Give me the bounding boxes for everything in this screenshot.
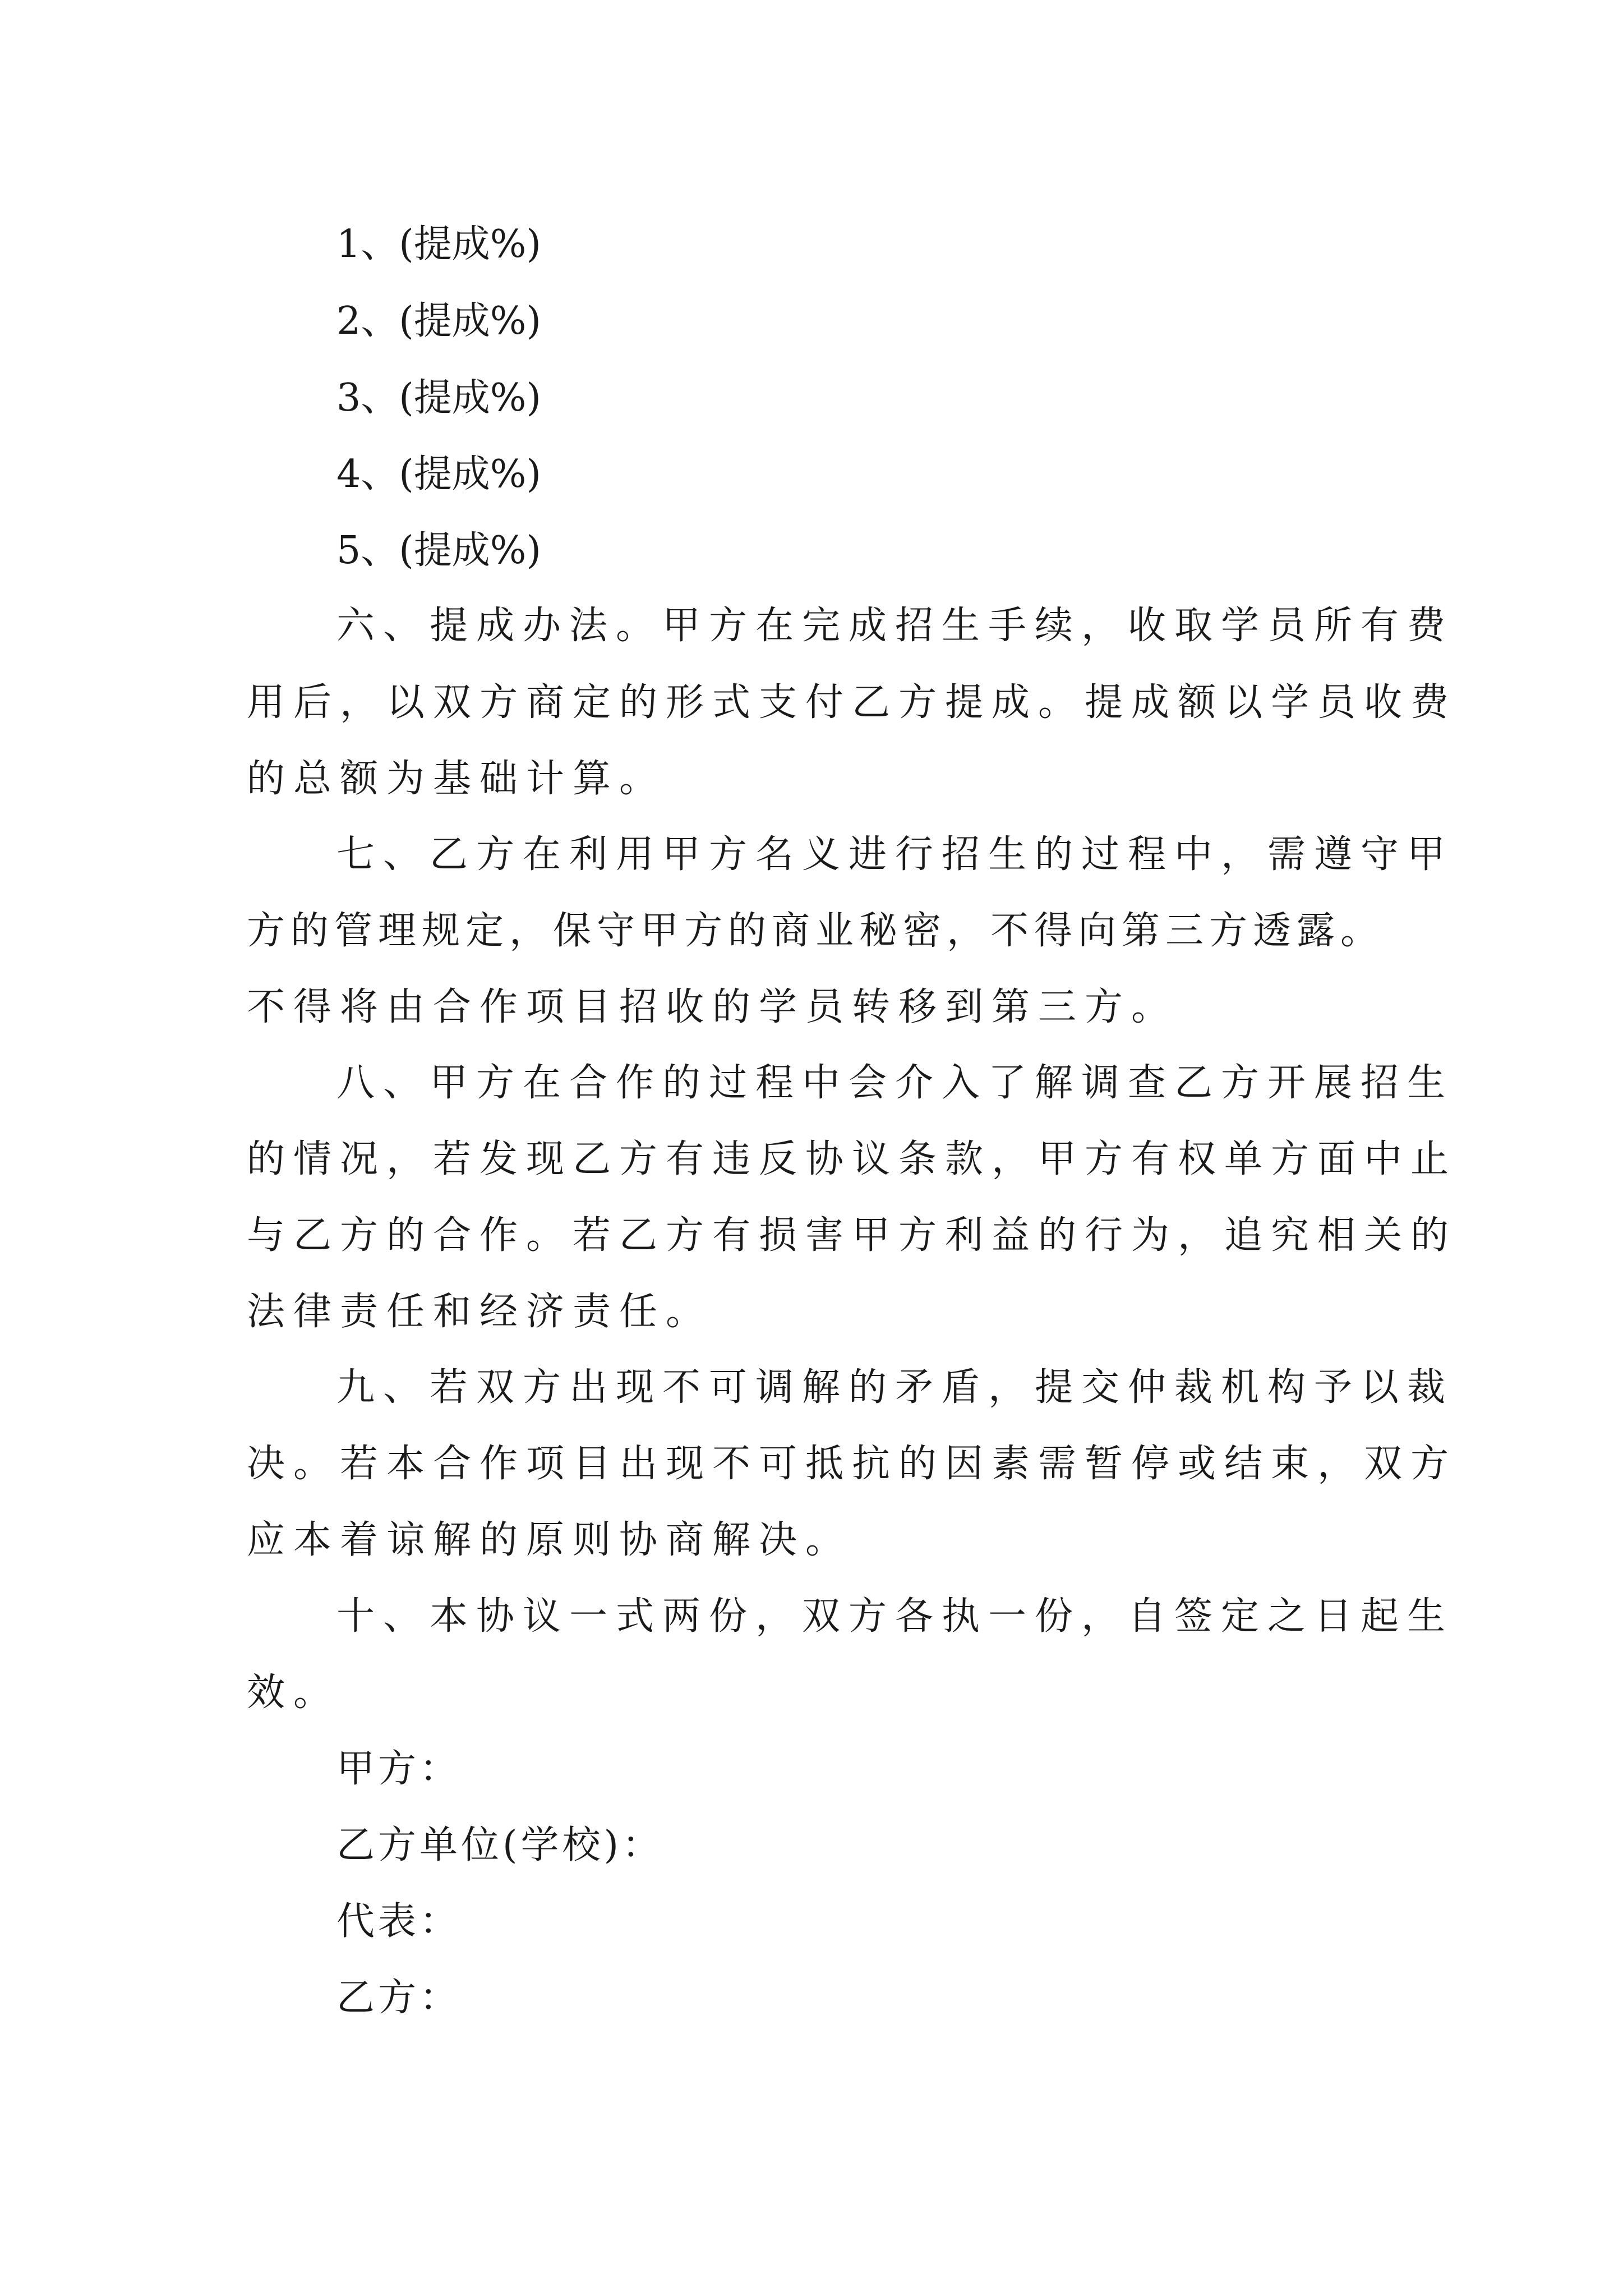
clause-nine-line: 九、若双方出现不可调解的矛盾，提交仲裁机构予以裁 <box>336 1365 1454 1410</box>
clause-six-line: 六、提成办法。甲方在完成招生手续，收取学员所有费 <box>336 604 1454 648</box>
commission-item-2: 2、(提成%) <box>336 299 541 343</box>
clause-seven-line: 七、乙方在利用甲方名义进行招生的过程中，需遵守甲 <box>336 832 1454 877</box>
clause-nine-line: 应本着谅解的原则协商解决。 <box>247 1518 852 1562</box>
commission-item-1: 1、(提成%) <box>336 222 541 266</box>
clause-eight-line: 与乙方的合作。若乙方有损害甲方利益的行为，追究相关的 <box>247 1213 1458 1258</box>
clause-seven-line: 不得将由合作项目招收的学员转移到第三方。 <box>247 985 1178 1029</box>
commission-item-3: 3、(提成%) <box>336 376 541 420</box>
clause-seven-line: 方的管理规定，保守甲方的商业秘密，不得向第三方透露。 <box>247 909 1385 953</box>
clause-eight-line: 法律责任和经济责任。 <box>247 1290 713 1334</box>
commission-item-4: 4、(提成%) <box>336 452 541 496</box>
signature-party-b-unit: 乙方单位(学校)： <box>336 1823 664 1867</box>
clause-six-line: 的总额为基础计算。 <box>247 757 666 801</box>
signature-representative: 代表： <box>336 1899 462 1944</box>
commission-item-5: 5、(提成%) <box>336 528 541 573</box>
signature-party-b: 乙方： <box>336 1976 462 2020</box>
clause-nine-line: 决。若本合作项目出现不可抵抗的因素需暂停或结束，双方 <box>247 1442 1458 1486</box>
signature-party-a: 甲方： <box>336 1747 462 1791</box>
clause-six-line: 用后，以双方商定的形式支付乙方提成。提成额以学员收费 <box>247 680 1458 725</box>
clause-ten-line: 效。 <box>247 1671 340 1715</box>
clause-eight-line: 的情况，若发现乙方有违反协议条款，甲方有权单方面中止 <box>247 1137 1458 1181</box>
clause-ten-line: 十、本协议一式两份，双方各执一份，自签定之日起生 <box>336 1594 1454 1639</box>
clause-eight-line: 八、甲方在合作的过程中会介入了解调查乙方开展招生 <box>336 1061 1454 1105</box>
